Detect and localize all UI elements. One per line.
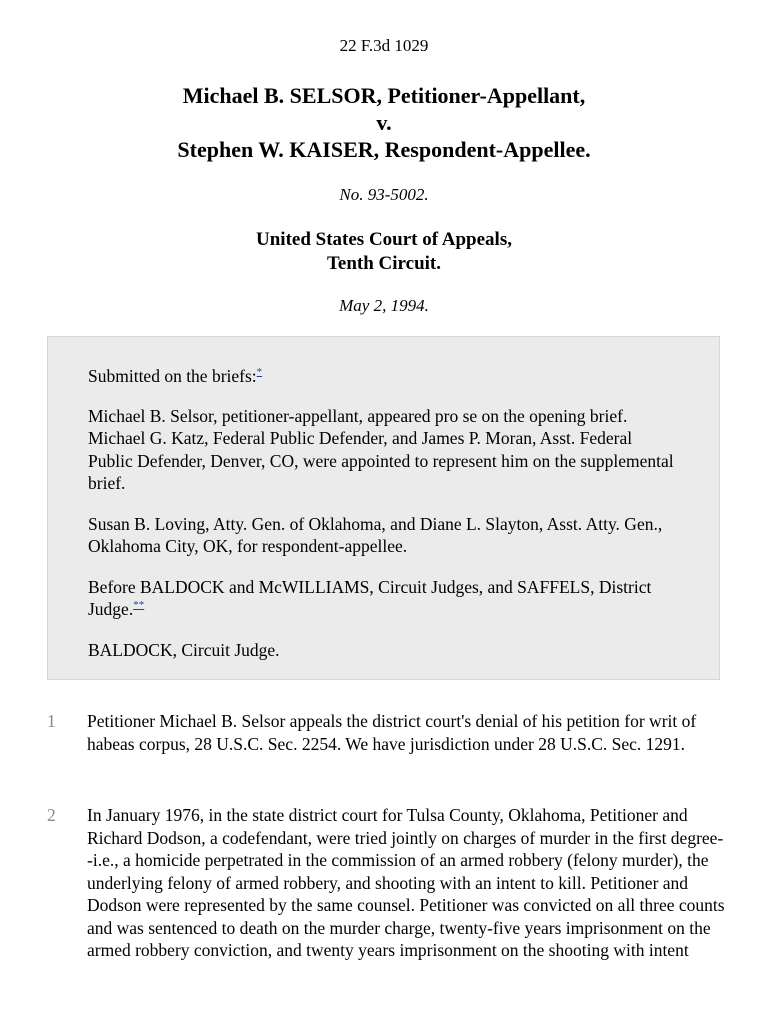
submitted-line [88,365,679,388]
court-name-line2: Tenth Circuit. [326,253,442,274]
docket-number: No. 93-5002. [339,185,429,204]
paragraph-number: 1 [47,711,56,731]
appellee-name: Stephen W. KAISER, Respondent-Appellee. [177,137,591,162]
submitted-text: Submitted on the briefs: [88,366,257,386]
paragraph-text: Petitioner Michael B. Selsor appeals the district court's denial of his petition for writ of habeas corpus, 28 U.S.C. Sec. 2254. We have jurisdiction under 28 U.S.C. Sec. 1291. [87,711,697,754]
counsel-box [47,336,720,680]
footnote-link-2[interactable]: ** [133,599,145,612]
appellee-counsel: Susan B. Loving, Atty. Gen. of Oklahoma, and Diane L. Slayton, Asst. Atty. Gen., Oklahoma City, OK, for respondent-appellee. [88,513,663,556]
court-name [0,228,768,276]
appellant-counsel: Michael B. Selsor, petitioner-appellant, appeared pro se on the opening brief. Michael G. Katz, Federal Public Defender, and James P. Moran, Asst. Federal Public Defender, Denver, CO, were appointed to represent him on the supplemental brief. [88,405,674,493]
paragraph-text: In January 1976, in the state district court for Tulsa County, Oklahoma, Petitioner and Richard Dodson, a codefendant, were tried jointly on charges of murder in the first degree--i.e., a homicide perpetrated in the commission of an armed robbery (felony murder), the underlying felony of armed robbery, and shooting with an intent to kill. Petitioner and Dodson were represented by the same counsel. Petitioner was convicted on all three counts and was sentenced to death on the murder charge, twenty-five years imprisonment on the armed robbery conviction, and twenty years imprisonment on the shooting with intent [87,805,725,960]
decision-date: May 2, 1994. [339,296,429,315]
appellant-name: Michael B. SELSOR, Petitioner-Appellant, [182,83,586,108]
panel-text: Before BALDOCK and McWILLIAMS, Circuit Judges, and SAFFELS, District Judge. [88,576,652,619]
case-caption [0,82,768,163]
opinion-author: BALDOCK, Circuit Judge. [88,639,280,660]
footnote-link-1[interactable]: * [256,366,263,379]
court-name-line1: United States Court of Appeals, [256,229,512,250]
paragraph-number: 2 [47,805,56,825]
case-citation: 22 F.3d 1029 [339,36,429,55]
panel-line [88,576,679,621]
versus-label: v. [376,110,392,135]
